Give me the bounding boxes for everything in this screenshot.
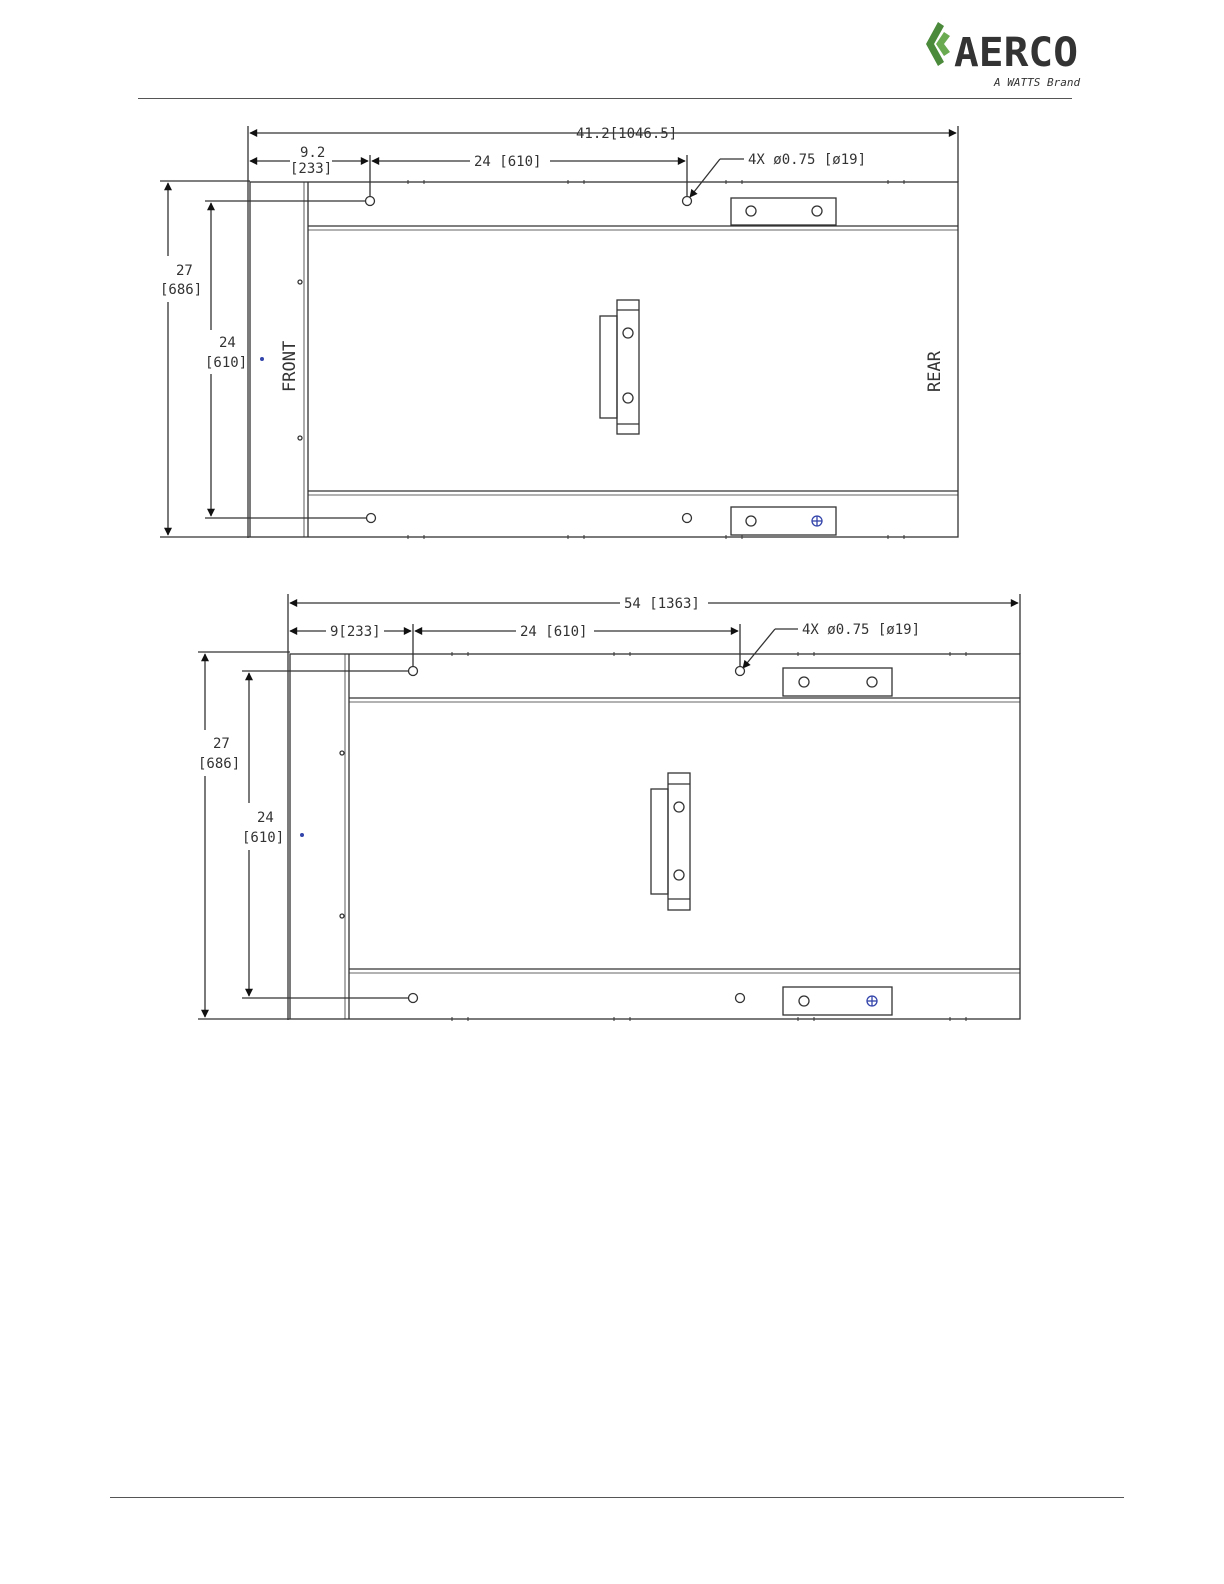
drawing-top [0, 110, 1224, 550]
front-label: FRONT [280, 340, 300, 392]
hole-width-label-1: 24 [219, 335, 236, 351]
overall-length-label: 41.2[1046.5] [576, 126, 678, 142]
hole-spacing-label: 24 [610] [474, 154, 542, 170]
front-offset-label-1: 9.2 [300, 145, 326, 161]
brand-name: AERCO [954, 30, 1078, 76]
brand-tagline: A WATTS Brand [994, 76, 1081, 89]
overall-width-label-1: 27 [213, 736, 230, 752]
hole-spacing-label: 24 [610] [520, 624, 588, 640]
overall-length-label: 54 [1363] [624, 596, 700, 612]
overall-width-label-2: [686] [160, 282, 203, 298]
drawing-bottom [0, 585, 1224, 1030]
hole-width-label-2: [610] [205, 355, 248, 371]
overall-width-label-1: 27 [176, 263, 193, 279]
hole-callout-label: 4X ø0.75 [ø19] [748, 152, 867, 168]
aerco-logo [920, 18, 1090, 94]
header-rule [138, 98, 1072, 99]
front-offset-label: 9[233] [330, 624, 381, 640]
front-offset-label-2: [233] [290, 161, 333, 177]
hole-width-label-2: [610] [242, 830, 285, 846]
overall-width-label-2: [686] [198, 756, 241, 772]
aerco-mark-icon [926, 22, 950, 66]
rear-label: REAR [925, 351, 945, 392]
hole-callout-label: 4X ø0.75 [ø19] [802, 622, 921, 638]
hole-width-label-1: 24 [257, 810, 274, 826]
footer-rule [110, 1497, 1124, 1498]
